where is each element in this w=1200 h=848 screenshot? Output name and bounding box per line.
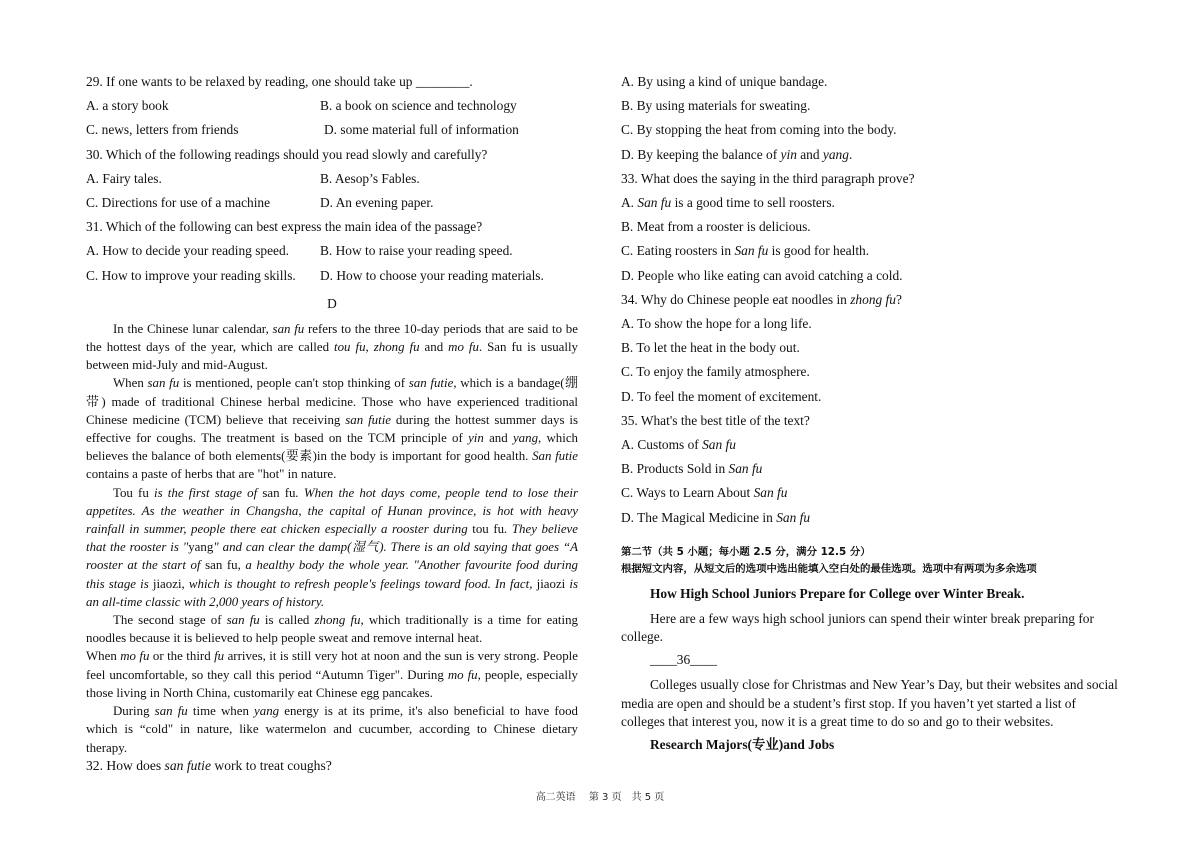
- italic-term: mo fu: [120, 649, 150, 664]
- blank-36-label: ____36____: [650, 652, 717, 668]
- question-35: 35. What's the best title of the text?: [621, 412, 810, 428]
- option-c: C. Eating roosters in San fu is good for health.: [621, 243, 870, 259]
- option-a: A. Fairy tales.: [86, 170, 162, 186]
- passage-paragraph: In the Chinese lunar calendar, san fu refers to the three 10-day periods that are said to be the hottest days of the year, which are called tou fu, zhong fu and mo fu. San fu is usually between mid-July and mid-August.: [86, 321, 579, 373]
- left-column: [86, 70, 578, 775]
- option-c: C. How to improve your reading skills.: [86, 267, 296, 283]
- italic-term: , a healthy body the whole year. "Another favourite food during this stage is: [86, 558, 578, 591]
- italic-term: zhong fu: [850, 291, 896, 307]
- italic-term: mo fu,: [447, 667, 481, 682]
- option-a: A. a story book: [86, 98, 169, 114]
- option-a: A. San fu is a good time to sell roosters.: [621, 195, 835, 211]
- italic-term: , which is thought to refresh people's feelings toward food. In fact,: [181, 576, 537, 591]
- italic-term: is the first stage of: [148, 485, 263, 500]
- italic-term: san fu: [272, 321, 305, 336]
- option-a: A. By using a kind of unique bandage.: [621, 74, 828, 89]
- italic-term: San fu: [753, 485, 788, 501]
- italic-term: yin: [468, 431, 484, 446]
- options-row: [86, 94, 578, 118]
- italic-term: yang: [822, 146, 849, 162]
- option-a: A. How to decide your reading speed.: [86, 243, 290, 259]
- italic-term: san futie: [164, 757, 211, 773]
- right-column: [621, 70, 1121, 757]
- option-b: B. Products Sold in San fu: [621, 461, 763, 477]
- option-d: D. How to choose your reading materials.: [320, 267, 544, 283]
- italic-term: yin: [780, 146, 797, 162]
- option-c: C. By stopping the heat from coming into the body.: [621, 122, 897, 138]
- option-d: D. An evening paper.: [320, 195, 434, 211]
- italic-term: zhong fu: [314, 613, 361, 628]
- option-a: A. Customs of San fu: [621, 437, 736, 453]
- italic-term: san fu: [226, 613, 260, 628]
- article-paragraph: Colleges usually close for Christmas and New Year’s Day, but their websites and social media are open and should be a student’s first stop. If you haven’t yet started a list of colleges that interest you, now it is a great time to do so and go to their websites.: [621, 677, 1118, 730]
- option-b: B. To let the heat in the body out.: [621, 340, 800, 356]
- question-31: 31. Which of the following can best express the main idea of the passage?: [86, 219, 483, 235]
- passage-paragraph: Tou fu is the first stage of san fu. When the hot days come, people tend to lose their appetites. As the weather in Changsha, the capital of Hunan province, is hot with heavy rainfall in summer, people there eat chicken especially a rooster during tou fu. They believe that the rooster is "yang" and can clear the damp(湿气). There is an old saying that goes “A rooster at the start of san fu, a healthy body the whole year. "Another favourite food during this stage is jiaozi, which is thought to refresh people's feelings toward food. In fact, jiaozi is an all-time classic with 2,000 years of history.: [86, 485, 578, 609]
- italic-term: San fu: [702, 437, 736, 453]
- italic-term: is an all-time classic with 2,000 years of history.: [86, 576, 578, 609]
- option-d: D. some material full of information: [324, 122, 519, 138]
- section-d-heading: D: [327, 295, 337, 311]
- options-row: [86, 167, 578, 191]
- option-b: B. Meat from a rooster is delicious.: [621, 219, 811, 235]
- option-d: D. The Magical Medicine in San fu: [621, 509, 811, 525]
- italic-term: San fu: [776, 509, 811, 525]
- italic-term: mo fu: [448, 340, 479, 355]
- option-b: B. How to raise your reading speed.: [320, 243, 513, 259]
- italic-term: yang: [512, 431, 539, 446]
- italic-term: yang: [254, 704, 280, 719]
- question-32: 32. How does san futie work to treat coughs?: [86, 757, 332, 773]
- options-row: [86, 264, 578, 288]
- italic-term: San futie: [532, 449, 578, 464]
- option-c: C. Ways to Learn About San fu: [621, 485, 788, 501]
- passage-paragraph: When san fu is mentioned, people can't stop thinking of san futie, which is a bandage(绷带) made of traditional Chinese herbal medicine. Those who have experienced traditional Chinese medicine (TCM) believe that receiving san futie during the hottest summer days is effective for coughs. The treatment is based on the TCM principle of yin and yang, which believes the balance of both elements(要素)in the body is important for good health. San futie contains a paste of herbs that are "hot" in nature.: [86, 376, 579, 482]
- blank-36: [621, 648, 1121, 672]
- option-d: D. By keeping the balance of yin and yang.: [621, 146, 853, 162]
- article-title: How High School Juniors Prepare for College over Winter Break.: [650, 585, 1025, 601]
- italic-term: " and can clear the damp(湿气). There is an old saying that goes “A rooster at the start of: [86, 540, 578, 573]
- option-c: C. news, letters from friends: [86, 122, 239, 138]
- options-row: [86, 239, 578, 263]
- option-c: C. Directions for use of a machine: [86, 195, 271, 211]
- italic-term: fu: [214, 649, 225, 664]
- italic-term: San fu: [637, 195, 672, 211]
- italic-term: . They believe that the rooster is ": [86, 522, 578, 555]
- options-row: [86, 191, 578, 215]
- passage-paragraph: During san fu time when yang energy is at its prime, it's also beneficial to have food which is “cold" in nature, like watermelon and cucumber, according to Chinese dietary therapy.: [86, 704, 578, 755]
- italic-term: san fu: [147, 376, 180, 391]
- italic-term: san futie: [345, 412, 391, 427]
- question-29: 29. If one wants to be relaxed by reading, one should take up ________.: [86, 74, 473, 89]
- option-c: C. To enjoy the family atmosphere.: [621, 364, 810, 380]
- italic-term: san futie: [408, 376, 454, 391]
- option-b: B. a book on science and technology: [320, 98, 517, 114]
- option-b: B. Aesop’s Fables.: [320, 170, 420, 186]
- italic-term: san fu: [154, 704, 188, 719]
- question-34: 34. Why do Chinese people eat noodles in zhong fu?: [621, 291, 902, 307]
- option-b: B. By using materials for sweating.: [621, 98, 811, 114]
- option-a: A. To show the hope for a long life.: [621, 316, 812, 332]
- passage-paragraph: The second stage of san fu is called zhong fu, which traditionally is a time for eating noodles because it is believed to help people sweat and remove internal heat.: [86, 613, 578, 646]
- article-subheading: Research Majors(专业)and Jobs: [650, 737, 835, 753]
- section-2-heading: 第二节（共 5 小题；每小题 2.5 分，满分 12.5 分）: [621, 545, 871, 558]
- italic-term: . When the hot days come, people tend to lose their appetites. As the weather in Changsha, the capital of Hunan province, is hot with heavy rainfall in summer, people there eat chicken especially a rooster during: [86, 485, 578, 537]
- question-33: 33. What does the saying in the third paragraph prove?: [621, 170, 915, 186]
- italic-term: tou fu, zhong fu: [334, 340, 420, 355]
- passage-paragraph: When mo fu or the third fu arrives, it is still very hot at noon and the sun is very strong. People feel uncomfortable, so they call this period “Autumn Tiger". During mo fu, people, especially those living in North China, customarily eat Chinese egg pancakes.: [86, 649, 578, 700]
- section-2-instructions: 根据短文内容，从短文后的选项中选出能填入空白处的最佳选项。选项中有两项为多余选项: [621, 562, 1037, 575]
- question-30: 30. Which of the following readings should you read slowly and carefully?: [86, 146, 488, 162]
- options-row: [86, 118, 578, 142]
- italic-term: San fu: [734, 243, 769, 259]
- option-d: D. To feel the moment of excitement.: [621, 388, 822, 404]
- italic-term: San fu: [728, 461, 763, 477]
- page-footer: 高二英语 第 3 页 共 5 页: [535, 792, 665, 803]
- option-d: D. People who like eating can avoid catching a cold.: [621, 267, 903, 283]
- article-intro: Here are a few ways high school juniors can spend their winter break preparing for college.: [621, 610, 1094, 645]
